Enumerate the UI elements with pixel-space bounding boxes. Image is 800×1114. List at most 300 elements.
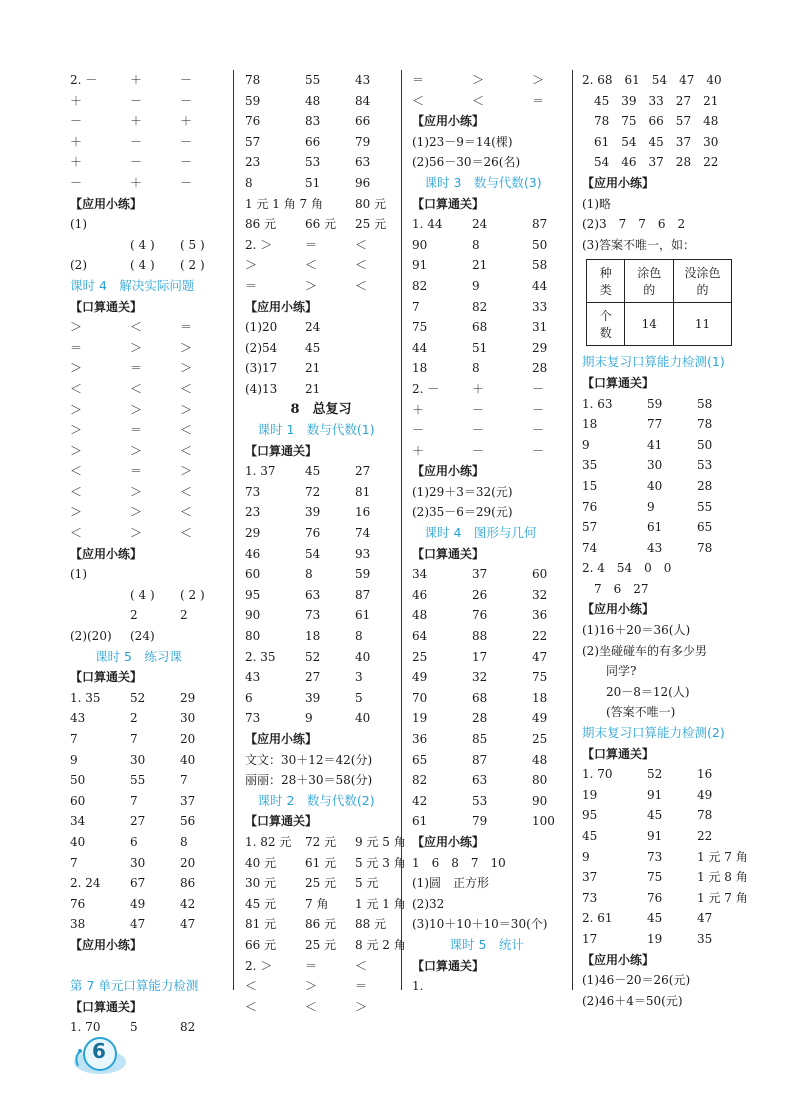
answer-cell: 49 xyxy=(130,896,146,911)
answer-cell: 86 元 xyxy=(305,917,337,932)
answer-row xyxy=(412,667,568,688)
answer-cell: (2)54 xyxy=(245,340,278,355)
answer-cell: 29 xyxy=(180,690,196,705)
answer-row xyxy=(245,708,397,729)
answer-cell: 63 xyxy=(305,587,321,602)
page-number-badge xyxy=(70,1032,130,1076)
answer-row xyxy=(70,750,230,771)
answer-cell: ＋ xyxy=(130,73,143,87)
section-title: 课时 1 数与代数(1) xyxy=(245,422,375,438)
answer-cell: (1)20 xyxy=(245,320,278,335)
answer-cell: 1. 35 xyxy=(70,690,101,705)
answer-cell: ＋ xyxy=(180,114,193,129)
answer-cell: － xyxy=(472,423,485,438)
answer-row xyxy=(245,235,397,256)
answer-row xyxy=(245,647,397,668)
answer-row xyxy=(70,791,230,812)
answer-cell: ＞ xyxy=(180,340,193,355)
answer-cell: 28 xyxy=(532,361,548,376)
answer-row xyxy=(70,523,230,544)
answer-cell: (2)3 7 7 6 2 xyxy=(582,217,686,232)
answer-cell: 53 xyxy=(697,458,713,473)
answer-cell: ＞ xyxy=(180,361,193,376)
answer-row xyxy=(245,976,397,997)
answer-cell: ＝ xyxy=(245,278,258,293)
answer-cell: ＞ xyxy=(70,443,83,458)
answer-row xyxy=(582,661,732,682)
answer-cell: 80 xyxy=(245,629,261,644)
answer-cell: 75 xyxy=(412,320,428,335)
answer-cell: 7 xyxy=(70,855,78,870)
answer-cell: 5 元 3 角 xyxy=(355,855,406,870)
section-title: 期末复习口算能力检测(1) xyxy=(582,354,725,370)
section-title: 课时 3 数与代数(3) xyxy=(412,174,542,190)
answer-row xyxy=(412,276,568,297)
answer-row xyxy=(245,564,397,585)
answer-row xyxy=(412,235,568,256)
answer-cell: 27 xyxy=(130,814,146,829)
answer-cell: (1)略 xyxy=(582,196,611,211)
answer-cell: (2)32 xyxy=(412,896,445,911)
answer-row xyxy=(582,455,732,476)
answer-cell: 37 xyxy=(582,870,598,885)
answer-cell: 90 xyxy=(412,237,428,252)
answer-row xyxy=(70,255,230,276)
answer-cell: 25 元 xyxy=(305,937,337,952)
answer-cell: ＝ xyxy=(532,93,545,108)
answer-cell: 1 元 1 角 7 角 xyxy=(245,196,323,211)
answer-row xyxy=(245,461,397,482)
answer-row xyxy=(70,441,230,462)
section-heading: 【应用小练】 xyxy=(582,175,655,190)
answer-row xyxy=(412,976,568,997)
answer-cell: 5 元 xyxy=(355,876,379,891)
answer-cell: 63 xyxy=(355,155,371,170)
answer-cell: 42 xyxy=(180,896,196,911)
answer-cell: 72 元 xyxy=(305,834,337,849)
section-heading: 【口算通关】 xyxy=(582,375,655,390)
answer-cell: ＋ xyxy=(70,155,83,170)
answer-cell: 15 xyxy=(582,478,598,493)
answer-cell: 88 xyxy=(472,629,488,644)
section-title: 课时 5 练习课 xyxy=(70,648,182,664)
section-title: 课时 4 解决实际问题 xyxy=(70,277,195,293)
answer-row xyxy=(245,317,397,338)
answer-cell: 60 xyxy=(245,567,261,582)
answer-cell: ＞ xyxy=(130,443,143,458)
answer-cell: 51 xyxy=(305,175,321,190)
answer-row xyxy=(582,929,732,950)
chapter-title: 8 总复习 xyxy=(290,401,352,417)
answer-cell: 1 6 8 7 10 xyxy=(412,855,506,870)
section-title: 课时 2 数与代数(2) xyxy=(245,792,375,808)
answer-cell: 1. 70 xyxy=(582,767,613,782)
answer-cell: 8 xyxy=(245,175,253,190)
answer-row xyxy=(412,647,568,668)
answer-row xyxy=(412,750,568,771)
answer-cell: 53 xyxy=(472,793,488,808)
answer-cell: 68 xyxy=(472,320,488,335)
answer-row xyxy=(245,152,397,173)
answer-cell: 74 xyxy=(582,540,598,555)
answer-row xyxy=(582,497,732,518)
answer-cell: (2)坐碰碰车的有多少男 xyxy=(582,643,707,658)
answer-cell: 73 xyxy=(647,849,663,864)
answer-cell: 66 元 xyxy=(305,217,337,232)
answer-cell: ＜ xyxy=(355,958,368,973)
answer-row xyxy=(582,70,732,91)
answer-row xyxy=(412,358,568,379)
answer-cell: (2)(20) xyxy=(70,629,112,644)
answer-cell: ＞ xyxy=(70,423,83,438)
answer-cell: 44 xyxy=(412,340,428,355)
answer-cell: － xyxy=(532,423,545,438)
section-heading: 【应用小练】 xyxy=(412,464,485,479)
answer-cell: 8 xyxy=(472,237,480,252)
section-heading: 【应用小练】 xyxy=(412,114,485,129)
answer-cell: 86 xyxy=(180,876,196,891)
answer-cell: ＜ xyxy=(180,484,193,499)
answer-cell: － xyxy=(412,423,425,438)
answer-row xyxy=(582,152,732,173)
answer-cell: 7 xyxy=(412,299,420,314)
answer-cell: 81 元 xyxy=(245,917,277,932)
answer-cell: ＋ xyxy=(412,443,425,458)
answer-cell: ＞ xyxy=(472,73,485,87)
answer-cell: 58 xyxy=(532,258,548,273)
answer-cell: (1)圆 正方形 xyxy=(412,876,489,891)
answer-cell: ＋ xyxy=(412,402,425,417)
answer-row xyxy=(245,214,397,235)
answer-cell: 64 xyxy=(412,629,428,644)
answer-row xyxy=(582,908,732,929)
answer-cell: 96 xyxy=(355,175,371,190)
answer-row xyxy=(70,400,230,421)
answer-cell: 76 xyxy=(647,890,663,905)
answer-cell: 87 xyxy=(532,217,548,232)
answer-cell: ＜ xyxy=(130,381,143,396)
answer-cell: 43 xyxy=(245,670,261,685)
answer-row xyxy=(582,826,732,847)
section-heading: 【应用小练】 xyxy=(412,834,485,849)
answer-column-2 xyxy=(245,70,406,1014)
answer-row xyxy=(582,91,732,112)
answer-cell: 54 46 37 28 22 xyxy=(582,155,719,170)
section-heading: 【应用小练】 xyxy=(582,952,655,967)
answer-cell: 76 xyxy=(70,896,86,911)
answer-row xyxy=(412,482,568,503)
answer-cell: ＝ xyxy=(70,340,83,355)
section-heading: 【应用小练】 xyxy=(70,196,143,211)
answer-cell: 86 元 xyxy=(245,217,277,232)
answer-cell: 45 xyxy=(647,808,663,823)
answer-row xyxy=(412,564,568,585)
answer-row xyxy=(70,173,230,194)
answer-cell: 55 xyxy=(697,499,713,514)
answer-row xyxy=(70,853,230,874)
answer-row xyxy=(70,482,230,503)
answer-cell: (1)46－20＝26(元) xyxy=(582,973,691,988)
answer-cell: 文文：30＋12＝42(分) xyxy=(245,752,373,767)
answer-cell: － xyxy=(532,443,545,458)
answer-cell: 59 xyxy=(647,396,663,411)
answer-cell: 9 xyxy=(582,437,590,452)
answer-row xyxy=(245,832,406,853)
section-heading: 【应用小练】 xyxy=(582,602,655,617)
answer-cell: 20 xyxy=(180,855,196,870)
answer-cell: 76 xyxy=(305,526,321,541)
answer-cell: 91 xyxy=(412,258,428,273)
answer-row xyxy=(412,441,568,462)
answer-cell: 52 xyxy=(305,649,321,664)
answer-row xyxy=(245,111,397,132)
answer-row xyxy=(70,91,230,112)
answer-row xyxy=(70,626,230,647)
answer-cell: 73 xyxy=(582,890,598,905)
answer-row xyxy=(582,476,732,497)
answer-cell: 61 xyxy=(355,608,371,623)
answer-row xyxy=(70,956,230,977)
answer-cell: ＞ xyxy=(532,73,545,87)
answer-cell: 1 元 7 角 xyxy=(697,890,748,905)
answer-cell: 35 xyxy=(697,931,713,946)
answer-cell: 7 角 xyxy=(305,896,329,911)
answer-row xyxy=(70,770,230,791)
answer-row xyxy=(412,502,568,523)
answer-cell: 48 xyxy=(412,608,428,623)
answer-cell: 63 xyxy=(472,773,488,788)
answer-row xyxy=(245,997,397,1018)
answer-cell: 25 元 xyxy=(305,876,337,891)
answer-cell: 47 xyxy=(697,911,713,926)
answer-cell: 2 xyxy=(130,711,138,726)
answer-row xyxy=(245,544,397,565)
answer-cell: 45 xyxy=(305,464,321,479)
answer-cell: － xyxy=(472,402,485,417)
answer-cell: 9 xyxy=(647,499,655,514)
answer-cell: 7 xyxy=(130,793,138,808)
answer-cell: 61 54 45 37 30 xyxy=(582,134,719,149)
answer-cell: 37 xyxy=(180,793,196,808)
answer-cell: ＞ xyxy=(70,320,83,335)
answer-cell: 40 xyxy=(180,752,196,767)
answer-cell: 58 xyxy=(697,396,713,411)
section-heading: 【口算通关】 xyxy=(245,814,318,829)
answer-cell: 43 xyxy=(647,540,663,555)
answer-cell: 8 xyxy=(305,567,313,582)
answer-cell: 49 xyxy=(532,711,548,726)
answer-cell: (2)46＋4＝50(元) xyxy=(582,993,683,1008)
table-header-cell: 种类 xyxy=(587,260,625,303)
answer-cell: 61 xyxy=(412,814,428,829)
answer-cell: 78 75 66 57 48 xyxy=(582,114,719,129)
answer-row xyxy=(582,682,732,703)
answer-cell: 52 xyxy=(130,690,146,705)
answer-cell: 47 xyxy=(130,917,146,932)
answer-cell: 76 xyxy=(245,114,261,129)
answer-row xyxy=(245,626,397,647)
table-cell: 11 xyxy=(674,303,732,346)
answer-cell: 76 xyxy=(582,499,598,514)
answer-cell: 77 xyxy=(647,417,663,432)
answer-cell: － xyxy=(180,175,193,190)
answer-row xyxy=(70,317,230,338)
answer-row xyxy=(582,394,732,415)
answer-cell: ＜ xyxy=(130,320,143,335)
section-title: 期末复习口算能力检测(2) xyxy=(582,725,725,741)
answer-cell: 2. 4 54 0 0 xyxy=(582,561,672,576)
answer-cell: ( 2 ) xyxy=(180,258,205,273)
answer-row xyxy=(245,667,397,688)
answer-cell: ＜ xyxy=(180,443,193,458)
answer-cell: 18 xyxy=(412,361,428,376)
answer-cell: 同学? xyxy=(582,664,637,679)
answer-cell: 30 xyxy=(180,711,196,726)
answer-cell: 95 xyxy=(582,808,598,823)
answer-cell: (2) xyxy=(70,258,87,273)
answer-cell: ＜ xyxy=(355,237,368,252)
answer-cell: 2 xyxy=(180,608,188,623)
column-divider xyxy=(572,70,573,990)
section-heading: 【口算通关】 xyxy=(582,746,655,761)
answer-row xyxy=(245,255,397,276)
answer-cell: (3)答案不唯一，如： xyxy=(582,237,695,252)
answer-row xyxy=(70,338,230,359)
answer-row xyxy=(245,605,397,626)
answer-cell: 50 xyxy=(532,237,548,252)
answer-cell: 46 xyxy=(245,546,261,561)
answer-cell: ＞ xyxy=(130,484,143,499)
answer-cell: 25 xyxy=(412,649,428,664)
answer-cell: 60 xyxy=(70,793,86,808)
answer-cell: 75 xyxy=(532,670,548,685)
answer-row xyxy=(245,91,397,112)
answer-cell: 48 xyxy=(532,752,548,767)
answer-row xyxy=(70,873,230,894)
answer-row xyxy=(582,579,732,600)
answer-cell: 2. ＞ xyxy=(245,237,273,252)
answer-cell: ＜ xyxy=(70,526,83,541)
answer-cell: 49 xyxy=(412,670,428,685)
answer-cell: ＜ xyxy=(245,979,258,994)
section-heading: 【应用小练】 xyxy=(245,732,318,746)
answer-row xyxy=(582,558,732,579)
answer-row xyxy=(245,853,406,874)
answer-column-3 xyxy=(412,70,568,994)
answer-row xyxy=(582,111,732,132)
answer-cell: 25 xyxy=(532,732,548,746)
answer-cell: 55 xyxy=(305,73,321,87)
answer-cell: － xyxy=(70,175,83,190)
answer-row xyxy=(70,708,230,729)
answer-row xyxy=(412,91,568,112)
answer-cell: 80 元 xyxy=(355,196,387,211)
answer-row xyxy=(412,400,568,421)
answer-row xyxy=(412,688,568,709)
answer-cell: 47 xyxy=(180,917,196,932)
answer-cell: 23 xyxy=(245,505,261,520)
answer-row xyxy=(412,770,568,791)
answer-cell: 46 xyxy=(412,587,428,602)
answer-row xyxy=(70,832,230,853)
answer-cell: － xyxy=(180,155,193,170)
answer-cell: 68 xyxy=(472,690,488,705)
section-title: 第 7 单元口算能力检测 xyxy=(70,978,199,994)
answer-row xyxy=(582,847,748,868)
answer-cell: 36 xyxy=(532,608,548,623)
answer-cell: 2. 35 xyxy=(245,649,276,664)
answer-cell: ( 5 ) xyxy=(180,237,205,252)
answer-cell: 28 xyxy=(697,478,713,493)
answer-cell: － xyxy=(180,93,193,108)
answer-cell: 1. 37 xyxy=(245,464,276,479)
answer-cell: ＞ xyxy=(305,278,318,293)
answer-cell: ＜ xyxy=(70,484,83,499)
answer-cell: 80 xyxy=(532,773,548,788)
answer-cell: 34 xyxy=(412,567,428,582)
answer-cell: 40 xyxy=(355,711,371,726)
answer-cell: 20 xyxy=(180,732,196,746)
answer-cell: 34 xyxy=(70,814,86,829)
answer-row xyxy=(412,379,568,400)
answer-cell: 82 xyxy=(412,773,428,788)
answer-cell: 23 xyxy=(245,155,261,170)
answer-cell: 51 xyxy=(472,340,488,355)
answer-cell: － xyxy=(70,114,83,129)
answer-cell: 24 xyxy=(472,217,488,232)
answer-cell: － xyxy=(130,134,143,149)
answer-cell: 9 xyxy=(472,278,480,293)
answer-cell: 1. 82 元 xyxy=(245,834,292,849)
answer-cell: 24 xyxy=(305,320,321,335)
answer-cell: 82 xyxy=(472,299,488,314)
answer-cell: 1. 63 xyxy=(582,396,613,411)
answer-row xyxy=(412,914,568,935)
section-heading: 【应用小练】 xyxy=(70,546,143,561)
answer-cell: 2. 68 61 54 47 40 xyxy=(582,73,722,87)
answer-cell: 91 xyxy=(647,829,663,843)
answer-row xyxy=(412,873,568,894)
answer-row xyxy=(582,235,732,256)
answer-cell: ＞ xyxy=(180,402,193,417)
answer-row xyxy=(70,379,230,400)
answer-cell: 35 xyxy=(582,458,598,473)
answer-cell: ＋ xyxy=(70,134,83,149)
answer-row xyxy=(412,152,568,173)
answer-cell: － xyxy=(130,93,143,108)
table-cell: 14 xyxy=(625,303,674,346)
answer-cell: ＋ xyxy=(472,381,485,396)
answer-cell: (1)23－9＝14(棵) xyxy=(412,134,513,149)
answer-cell: 7 xyxy=(130,732,138,746)
answer-cell: 43 xyxy=(70,711,86,726)
answer-row xyxy=(412,729,568,750)
answer-row xyxy=(412,894,568,915)
answer-cell: 19 xyxy=(582,787,598,802)
answer-row xyxy=(582,435,732,456)
answer-cell: ＝ xyxy=(412,73,425,87)
answer-cell: 32 xyxy=(532,587,548,602)
answer-cell: 2 xyxy=(130,608,138,623)
answer-cell: 28 xyxy=(472,711,488,726)
answer-cell: ( 4 ) xyxy=(130,237,155,252)
section-heading: 【口算通关】 xyxy=(412,196,485,211)
answer-cell: 45 元 xyxy=(245,896,277,911)
answer-cell: 40 xyxy=(70,834,86,849)
column-divider xyxy=(233,70,234,990)
answer-cell: ＜ xyxy=(355,278,368,293)
answer-cell: ＜ xyxy=(305,999,318,1014)
